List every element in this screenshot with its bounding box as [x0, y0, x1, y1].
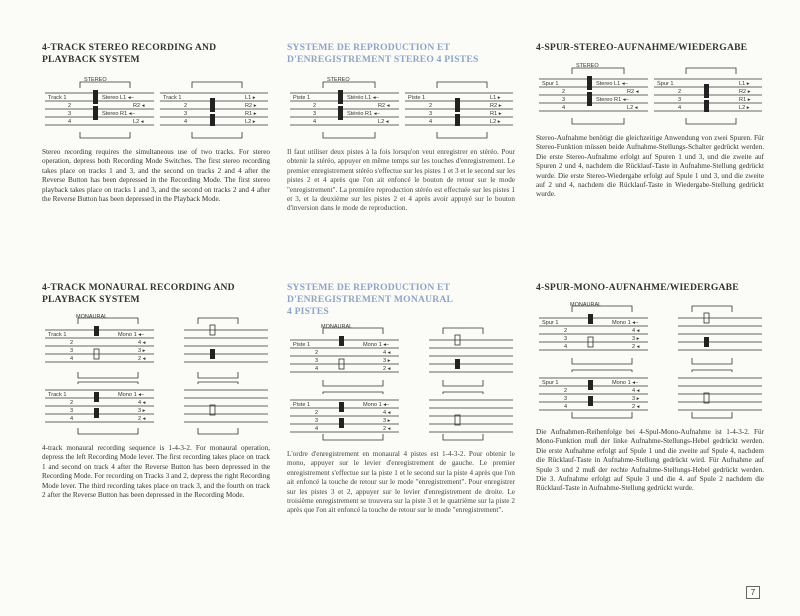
stereo-label: STEREO — [84, 77, 107, 83]
svg-text:2: 2 — [562, 89, 566, 95]
en-mono-section — [42, 282, 270, 306]
svg-text:3: 3 — [315, 418, 319, 424]
svg-text:Track 1: Track 1 — [48, 95, 67, 101]
page-number: 7 — [746, 586, 760, 599]
svg-text:4: 4 — [70, 356, 74, 362]
svg-text:L2 ◂: L2 ◂ — [133, 119, 144, 125]
svg-text:Mono 1 ◂–: Mono 1 ◂– — [118, 392, 145, 398]
svg-text:3 ▸: 3 ▸ — [632, 396, 640, 402]
fr-mono-section — [287, 282, 515, 318]
svg-text:3: 3 — [70, 348, 74, 354]
fr-mono-heading: SYSTEME DE REPRODUCTION ET D'ENREGISTREMENT MONAURAL 4 PISTES — [287, 282, 454, 317]
svg-text:2: 2 — [564, 388, 568, 394]
svg-text:2 ◂: 2 ◂ — [138, 416, 146, 422]
en-mono-diagram — [42, 312, 270, 436]
svg-text:Mono 1 ◂–: Mono 1 ◂– — [118, 332, 145, 338]
de-mono-body: Die Aufnahmen-Reihenfolge bei 4-Spul-Mono-Aufnahme ist 1-4-3-2. Für Mono-Funktion muß der linke Aufnahme-Stellungs-Hebel gedrückt werden. Die erste Aufnahme erfolgt auf Spule 1 und die zweite auf Spule 4, nachdem die Rücklauf-Taste in Aufnahme-Stellung gedrückt wird. Für Aufnahme auf Spule 3 und 2 muß der rechte Aufnahme-Stellungs-Hebel gedrückt werden. Die 3. Aufnahme erfolgt auf Spule 3 und die 4. auf Spule 2 nachdem die Rücklauf-Taste in Aufnahme-Stellung gedrückt wurde. — [536, 428, 764, 493]
svg-text:2: 2 — [564, 328, 568, 334]
svg-text:4: 4 — [313, 119, 317, 125]
svg-text:Stereo L1 ◂–: Stereo L1 ◂– — [596, 81, 628, 87]
de-mono-heading: 4-SPUR-MONO-AUFNAHME/WIEDERGABE — [536, 282, 739, 293]
svg-text:R2 ◂: R2 ◂ — [627, 89, 639, 95]
svg-text:3: 3 — [564, 396, 568, 402]
svg-text:3 ▸: 3 ▸ — [138, 408, 146, 414]
de-stereo-diagram — [536, 62, 764, 126]
svg-text:4: 4 — [68, 119, 72, 125]
svg-text:2 ◂: 2 ◂ — [383, 426, 391, 432]
svg-text:L2 ◂: L2 ◂ — [378, 119, 389, 125]
svg-text:Stereo L1 ◂–: Stereo L1 ◂– — [102, 95, 134, 101]
svg-text:4 ◂: 4 ◂ — [632, 328, 640, 334]
svg-text:STEREO: STEREO — [576, 63, 599, 69]
svg-text:Mono 1 ◂–: Mono 1 ◂– — [612, 380, 639, 386]
svg-text:Track 1: Track 1 — [163, 95, 182, 101]
svg-text:R1 ▸: R1 ▸ — [245, 111, 257, 117]
fr-stereo-diagram — [287, 76, 515, 140]
svg-text:2: 2 — [313, 103, 317, 109]
svg-text:4: 4 — [184, 119, 188, 125]
svg-text:Piste 1: Piste 1 — [293, 342, 311, 348]
svg-text:4 ◂: 4 ◂ — [632, 388, 640, 394]
svg-text:2: 2 — [68, 103, 72, 109]
svg-text:Stereo R1 ◂–: Stereo R1 ◂– — [102, 111, 135, 117]
de-stereo-heading: 4-SPUR-STEREO-AUFNAHME/WIEDERGABE — [536, 42, 748, 53]
svg-text:L1 ▸: L1 ▸ — [739, 81, 750, 87]
svg-text:Piste 1: Piste 1 — [293, 402, 311, 408]
svg-text:Stéréo R1 ◂–: Stéréo R1 ◂– — [347, 111, 380, 117]
svg-text:3: 3 — [68, 111, 72, 117]
svg-text:4: 4 — [429, 119, 433, 125]
de-stereo-body: Stereo-Aufnahme benötigt die gleichzeitige Anwendung von zwei Spuren. Für Stereo-Funktion müssen beide Aufnahme-Stellungs-Schalter gedrückt werden. Die erste Stereo-Aufnahme erfolgt auf Spuren 1 und 3, und die zweite auf Spuren 2 und 4, nachdem die Rücklauf-Taste in Aufnahme-Stellung gedrückt wurde. Die erste Stereo-Wiedergabe erfolgt auf Spule 1 und 3, und die zweite auf 2 und 4, nachdem die Rücklauf-Taste in Wiedergabe-Stellung gedrückt wurde. — [536, 134, 764, 199]
en-mono-body: 4-track monaural recording sequence is 1-4-3-2. For monaural operation, depress the left Recording Mode lever. The first recording takes place on track 1 and second on track 4 after the Reverse Button has been depressed in the Recording Mode. For recording on Tracks 3 and 2, depress the right Recording Mode lever. The third recording takes place on track 3, and the fourth on track 2 after the Reverse Button has been depressed in the Recording Mode. — [42, 444, 270, 500]
fr-mono-body: L'ordre d'enregistrement en monaural 4 pistes est 1-4-3-2. Pour obtenir le mono, appuyer sur le levier d'enregistrement de gauche. Le premier enregistrement s'effectue sur la piste 1 et le second sur la piste 4 après que l'on ait enfoncé la touche de retour sur le mode "enregistrement". Pour enregistrer sur les pistes 3 et 2, appuyer sur le levier d'enregistrement de droite. Le troisième enregistrement se trouvera sur la piste 3 et le quatrième sur la piste 2 après que l'on ait enfoncé la touche de retour sur le mode "enregistrement". — [287, 450, 515, 515]
svg-text:2 ◂: 2 ◂ — [632, 344, 640, 350]
svg-text:2 ◂: 2 ◂ — [383, 366, 391, 372]
svg-text:3: 3 — [678, 97, 682, 103]
svg-text:3: 3 — [313, 111, 317, 117]
svg-text:L2 ▸: L2 ▸ — [490, 119, 501, 125]
svg-text:L2 ◂: L2 ◂ — [627, 105, 638, 111]
fr-stereo-body: Il faut utiliser deux pistes à la fois lorsqu'on veut enregistrer en stéréo. Pour obtenir la stéréo, appuyer en même temps sur les touches d'enregistrement. Le premier enregistrement stéréo s'effectue sur les pistes 1 et 3 et le second sur les pistes 2 et 4 après que l'on ait enfoncé le bouton de retour sur le mode "enregistrement". La première reproduction stéréo est effectuée sur les pistes 1 et 3, et la deuxième sur les pistes 2 et 4 après avoir appuyé sur le bouton d'inversion dans le mode de reproduction. — [287, 148, 515, 213]
svg-text:Mono 1 ◂–: Mono 1 ◂– — [612, 320, 639, 326]
svg-text:R2 ▸: R2 ▸ — [739, 89, 751, 95]
svg-text:R1 ▸: R1 ▸ — [490, 111, 502, 117]
svg-text:3: 3 — [70, 408, 74, 414]
svg-text:Track 1: Track 1 — [48, 332, 67, 338]
svg-text:MONAURAL: MONAURAL — [570, 302, 602, 308]
svg-text:4: 4 — [315, 366, 319, 372]
svg-text:3 ▸: 3 ▸ — [632, 336, 640, 342]
fr-stereo-heading: SYSTEME DE REPRODUCTION ET D'ENREGISTREMENT STEREO 4 PISTES — [287, 42, 479, 65]
svg-text:2: 2 — [70, 400, 74, 406]
svg-text:R1 ▸: R1 ▸ — [739, 97, 751, 103]
svg-text:2 ◂: 2 ◂ — [138, 356, 146, 362]
svg-text:Mono 1 ◂–: Mono 1 ◂– — [363, 342, 390, 348]
svg-text:3: 3 — [315, 358, 319, 364]
svg-text:3: 3 — [429, 111, 433, 117]
svg-text:L2 ▸: L2 ▸ — [739, 105, 750, 111]
svg-text:2: 2 — [315, 410, 319, 416]
svg-text:Track 1: Track 1 — [48, 392, 67, 398]
svg-text:L1 ▸: L1 ▸ — [490, 95, 501, 101]
de-mono-diagram — [536, 300, 764, 420]
svg-text:4: 4 — [70, 416, 74, 422]
svg-text:MONAURAL: MONAURAL — [76, 314, 108, 320]
svg-text:Piste 1: Piste 1 — [408, 95, 426, 101]
svg-text:Stéréo L1 ◂–: Stéréo L1 ◂– — [347, 95, 379, 101]
fr-stereo-section — [287, 42, 515, 66]
en-stereo-diagram — [42, 76, 270, 140]
svg-text:Piste 1: Piste 1 — [293, 95, 311, 101]
svg-text:4 ◂: 4 ◂ — [138, 400, 146, 406]
de-mono-section — [536, 282, 764, 294]
en-stereo-body: Stereo recording requires the simultaneous use of two tracks. For stereo operation, depress both Recording Mode Switches. The first stereo recording takes place on tracks 1 and 3, and the second on tracks 2 and 4 after the Reverse Button has been depressed in the Recording Mode. The first stereo playback takes place on tracks 1 and 3, and the second on tracks 2 and 4 after the Reverse Button has been depressed in the Playback Mode. — [42, 148, 270, 204]
svg-text:3 ▸: 3 ▸ — [383, 358, 391, 364]
svg-text:3 ▸: 3 ▸ — [138, 348, 146, 354]
svg-text:3: 3 — [564, 336, 568, 342]
svg-text:R2 ◂: R2 ◂ — [133, 103, 145, 109]
svg-text:L1 ▸: L1 ▸ — [245, 95, 256, 101]
svg-text:MONAURAL: MONAURAL — [321, 324, 353, 330]
en-stereo-section — [42, 42, 270, 66]
de-stereo-section — [536, 42, 764, 54]
svg-text:4 ◂: 4 ◂ — [383, 350, 391, 356]
svg-text:L2 ▸: L2 ▸ — [245, 119, 256, 125]
en-stereo-heading: 4-TRACK STEREO RECORDING AND PLAYBACK SYSTEM — [42, 42, 217, 65]
svg-text:3: 3 — [562, 97, 566, 103]
svg-text:4: 4 — [678, 105, 682, 111]
svg-text:Spur 1: Spur 1 — [657, 81, 674, 87]
svg-text:2: 2 — [429, 103, 433, 109]
svg-text:4 ◂: 4 ◂ — [138, 340, 146, 346]
svg-text:4: 4 — [562, 105, 566, 111]
svg-text:2: 2 — [70, 340, 74, 346]
svg-text:2: 2 — [315, 350, 319, 356]
svg-text:Spur 1: Spur 1 — [542, 81, 559, 87]
svg-text:R2 ▸: R2 ▸ — [490, 103, 502, 109]
svg-text:3: 3 — [184, 111, 188, 117]
svg-text:2: 2 — [678, 89, 682, 95]
svg-text:Spur 1: Spur 1 — [542, 320, 559, 326]
svg-text:4 ◂: 4 ◂ — [383, 410, 391, 416]
svg-text:2: 2 — [184, 103, 188, 109]
svg-text:R2 ◂: R2 ◂ — [378, 103, 390, 109]
svg-text:Stereo R1 ◂–: Stereo R1 ◂– — [596, 97, 629, 103]
svg-text:STEREO: STEREO — [327, 77, 350, 83]
svg-text:4: 4 — [564, 344, 568, 350]
fr-mono-diagram — [287, 322, 515, 442]
svg-text:2 ◂: 2 ◂ — [632, 404, 640, 410]
svg-text:Mono 1 ◂–: Mono 1 ◂– — [363, 402, 390, 408]
svg-text:4: 4 — [564, 404, 568, 410]
svg-text:Spur 1: Spur 1 — [542, 380, 559, 386]
svg-text:4: 4 — [315, 426, 319, 432]
svg-text:3 ▸: 3 ▸ — [383, 418, 391, 424]
svg-text:R2 ▸: R2 ▸ — [245, 103, 257, 109]
en-mono-heading: 4-TRACK MONAURAL RECORDING AND PLAYBACK SYSTEM — [42, 282, 235, 305]
